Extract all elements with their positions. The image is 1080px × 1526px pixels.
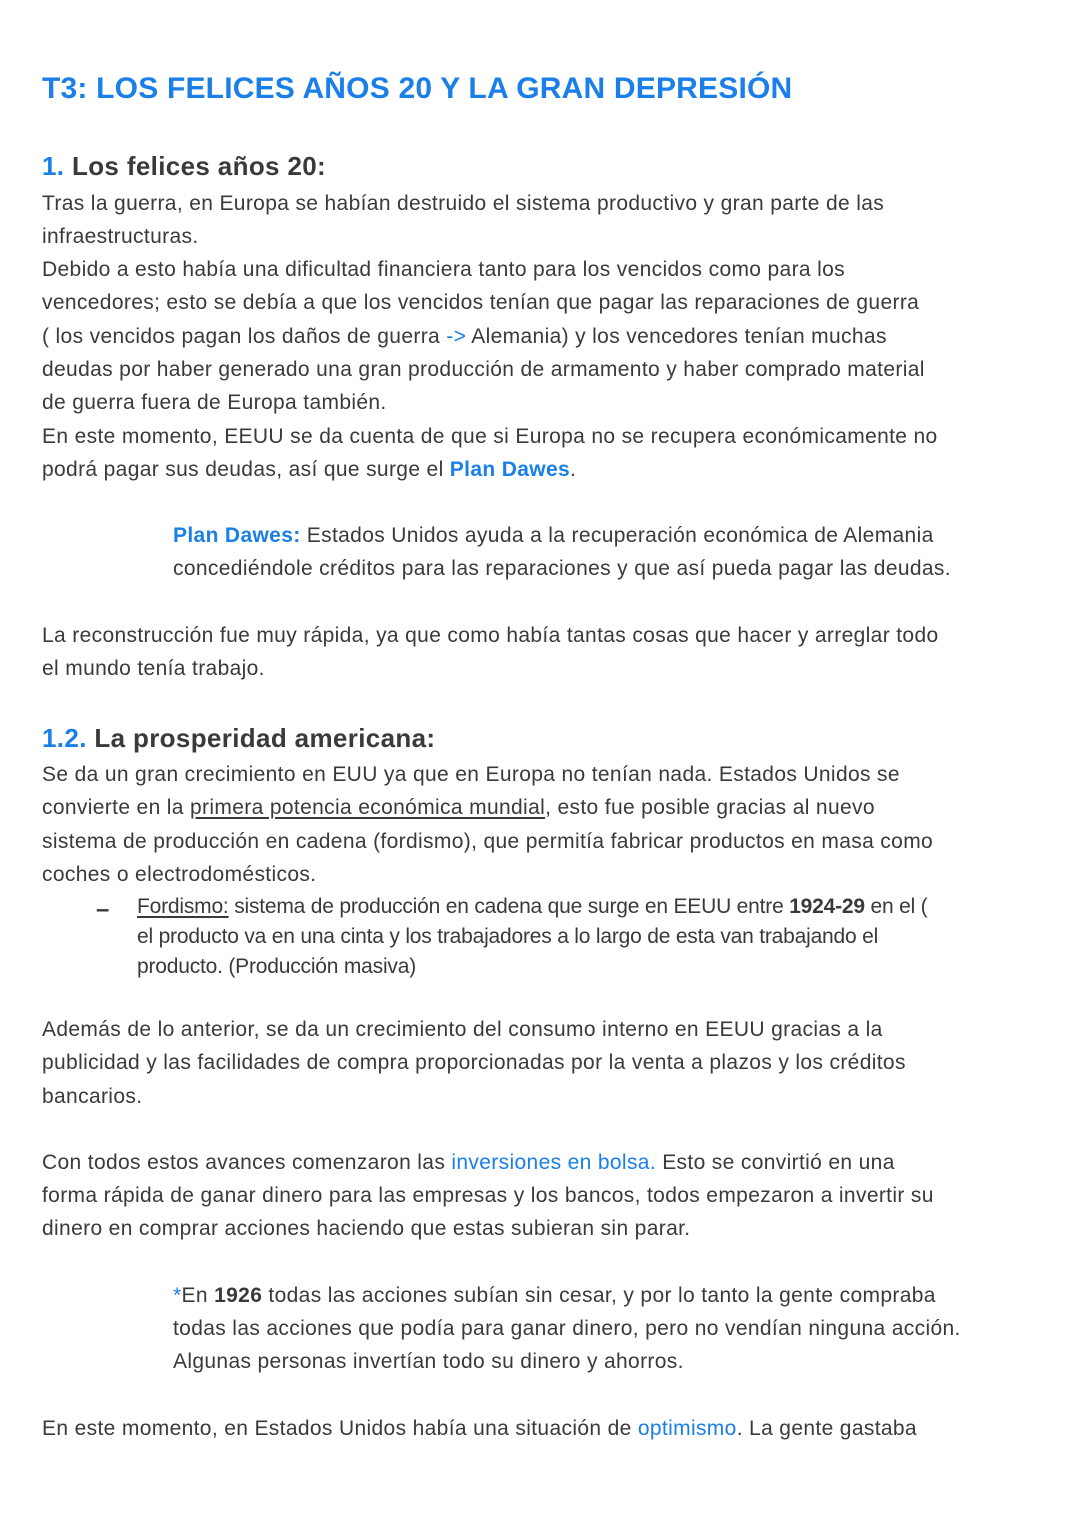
bold-text: 1926 xyxy=(214,1284,263,1307)
text-run: de guerra fuera de Europa también. xyxy=(42,391,387,414)
highlighted-text: Plan Dawes: xyxy=(173,524,301,547)
paragraph-line xyxy=(42,653,265,685)
text-run: deudas por haber generado una gran producción de armamento y haber comprado material xyxy=(42,358,925,381)
paragraph-line xyxy=(42,792,875,824)
text-run: sistema de producción en cadena que surge en EEUU entre xyxy=(228,895,790,918)
text-run: bancarios. xyxy=(42,1085,143,1108)
paragraph-line xyxy=(42,1014,883,1046)
highlighted-text: Plan Dawes xyxy=(449,458,571,481)
text-run: Los felices años 20: xyxy=(71,151,327,181)
text-run: Tras la guerra, en Europa se habían destruido el sistema productivo y gran parte de las xyxy=(42,192,885,215)
paragraph-line xyxy=(42,354,925,386)
text-run: todas las acciones subían sin cesar, y por lo tanto la gente compraba xyxy=(262,1284,936,1307)
text-run: publicidad y las facilidades de compra proporcionadas por la venta a plazos y los créditos xyxy=(42,1051,906,1074)
indented-note-line xyxy=(173,1313,961,1345)
section-heading xyxy=(42,148,326,184)
text-run: todas las acciones que podía para ganar dinero, pero no vendían ninguna acción. xyxy=(173,1317,961,1340)
paragraph-line xyxy=(42,826,933,858)
section-heading xyxy=(42,720,435,756)
bullet-line xyxy=(137,922,878,951)
text-run: Debido a esto había una dificultad financiera tanto para los vencidos como para los xyxy=(42,258,846,281)
indented-note-line xyxy=(173,520,934,552)
paragraph-line xyxy=(42,759,900,791)
text-run: Se da un gran crecimiento en EUU ya que en Europa no tenían nada. Estados Unidos se xyxy=(42,763,900,786)
text-run: Esto se convirtió en una xyxy=(656,1151,895,1174)
text-run: en el ( xyxy=(864,895,928,918)
text-run: La prosperidad americana: xyxy=(94,723,436,753)
highlighted-text: * xyxy=(173,1284,182,1307)
underlined-text: Fordismo: xyxy=(137,895,229,918)
text-run: convierte en la xyxy=(42,796,191,819)
text-run: infraestructuras. xyxy=(42,225,199,248)
indented-note-line xyxy=(173,553,951,585)
highlighted-text: inversiones en bolsa. xyxy=(451,1151,657,1174)
text-run: coches o electrodomésticos. xyxy=(42,863,317,886)
text-run: En este momento, en Estados Unidos había una situación de xyxy=(42,1417,638,1440)
text-run: . xyxy=(570,458,577,481)
text-run: vencedores; esto se debía a que los vencidos tenían que pagar las reparaciones de guerra xyxy=(42,291,920,314)
underlined-text: primera potencia económica mundial xyxy=(190,796,546,819)
paragraph-line xyxy=(42,620,939,652)
text-run: En xyxy=(181,1284,215,1307)
paragraph-line xyxy=(42,1180,934,1212)
text-run: el mundo tenía trabajo. xyxy=(42,657,265,680)
bold-text: 1924-29 xyxy=(789,895,865,918)
text-run: dinero en comprar acciones haciendo que estas subieran sin parar. xyxy=(42,1217,691,1240)
paragraph-line xyxy=(42,221,199,253)
text-run: . La gente gastaba xyxy=(736,1417,917,1440)
text-run: En este momento, EEUU se da cuenta de que si Europa no se recupera económicamente no xyxy=(42,425,938,448)
text-run: Estados Unidos ayuda a la recuperación económica de Alemania xyxy=(300,524,934,547)
text-run: el producto va en una cinta y los trabajadores a lo largo de esta van trabajando el xyxy=(137,925,879,948)
paragraph-line xyxy=(42,1147,895,1179)
paragraph-line xyxy=(42,1213,690,1245)
text-run: La reconstrucción fue muy rápida, ya que como había tantas cosas que hacer y arreglar todo xyxy=(42,624,939,647)
indented-note-line xyxy=(173,1346,684,1378)
paragraph-line xyxy=(42,859,316,891)
bullet-line xyxy=(137,892,927,921)
text-run: Con todos estos avances comenzaron las xyxy=(42,1151,452,1174)
bullet-line xyxy=(137,952,416,981)
text-run: concediéndole créditos para las reparaciones y que así pueda pagar las deudas. xyxy=(173,557,951,580)
text-run: ( los vencidos pagan los daños de guerra xyxy=(42,325,447,348)
text-run: sistema de producción en cadena (fordismo), que permitía fabricar productos en masa como xyxy=(42,830,934,853)
paragraph-line xyxy=(42,1047,906,1079)
text-run: 1.2. xyxy=(42,723,95,753)
paragraph-line xyxy=(42,421,938,453)
text-run: Alemania) y los vencedores tenían muchas xyxy=(466,325,887,348)
paragraph-line xyxy=(42,254,845,286)
paragraph-line xyxy=(42,454,576,486)
text-run: Además de lo anterior, se da un crecimiento del consumo interno en EEUU gracias a la xyxy=(42,1018,883,1041)
text-run: 1. xyxy=(42,151,72,181)
text-run: Algunas personas invertían todo su dinero y ahorros. xyxy=(173,1350,684,1373)
text-run: producto. (Producción masiva) xyxy=(137,955,416,978)
indented-note-line xyxy=(173,1280,936,1312)
paragraph-line xyxy=(42,188,884,220)
paragraph-line xyxy=(42,1081,142,1113)
text-run: podrá pagar sus deudas, así que surge el xyxy=(42,458,450,481)
text-run: forma rápida de ganar dinero para las empresas y los bancos, todos empezaron a invertir su xyxy=(42,1184,934,1207)
paragraph-line xyxy=(42,387,387,419)
document-title: T3: LOS FELICES AÑOS 20 Y LA GRAN DEPRESIÓN xyxy=(42,72,793,105)
paragraph-line xyxy=(42,287,919,319)
text-run: , esto fue posible gracias al nuevo xyxy=(545,796,875,819)
bullet-dash-icon: – xyxy=(96,896,110,923)
highlighted-text: -> xyxy=(446,325,467,348)
highlighted-text: optimismo xyxy=(637,1417,737,1440)
paragraph-line xyxy=(42,1413,917,1445)
paragraph-line xyxy=(42,321,887,353)
